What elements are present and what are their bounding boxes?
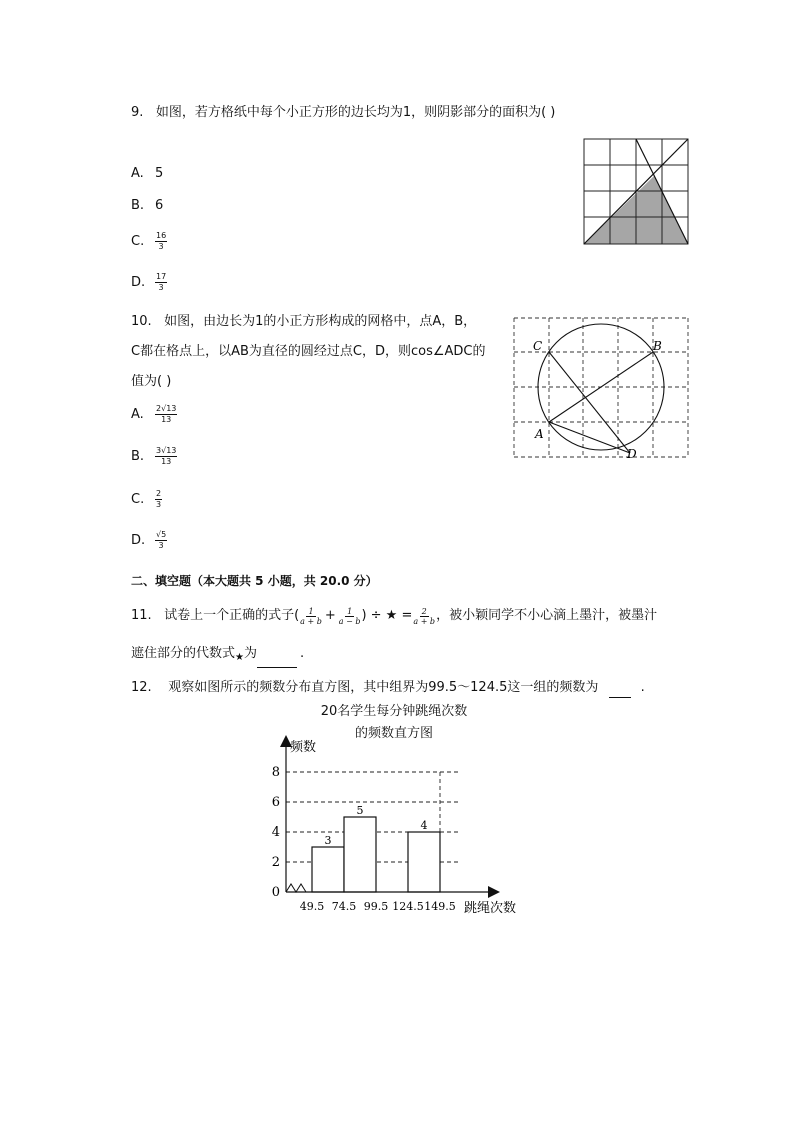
q12-answer-blank[interactable] bbox=[609, 683, 631, 698]
y-tick-label: 6 bbox=[271, 795, 280, 810]
fraction-numerator: √5 bbox=[156, 530, 167, 539]
q9-stem bbox=[131, 103, 555, 123]
q11-plus: + bbox=[324, 608, 336, 623]
q11-number: 11. bbox=[131, 608, 152, 623]
q9-grid-figure bbox=[583, 138, 689, 245]
x-tick-label: 74.5 bbox=[331, 900, 357, 913]
option-label: B. bbox=[131, 449, 145, 464]
histogram-bar bbox=[344, 817, 376, 892]
x-tick-label: 124.5 bbox=[392, 900, 424, 913]
q10-stem-line2 bbox=[131, 342, 486, 362]
fraction-numerator: 1 bbox=[347, 606, 353, 616]
q12-end: . bbox=[640, 680, 645, 695]
option-label: A. bbox=[131, 407, 144, 422]
x-tick-label: 49.5 bbox=[299, 900, 325, 913]
q11-line2-pre: 遮住部分的代数式 bbox=[131, 646, 236, 661]
q12-number: 12. bbox=[131, 680, 152, 695]
bar-value-label: 5 bbox=[356, 804, 364, 817]
q11-fraction-3 bbox=[413, 607, 435, 626]
fraction-numerator: 2 bbox=[421, 606, 427, 616]
y-tick-label: 4 bbox=[271, 825, 280, 840]
bar-value-label: 3 bbox=[324, 834, 332, 847]
y-tick-label: 2 bbox=[271, 855, 280, 870]
option-fraction bbox=[155, 231, 167, 252]
q9-number: 9. bbox=[131, 105, 144, 120]
fraction-numerator: 17 bbox=[156, 272, 167, 281]
q10-text-line2: C都在格点上，以AB为直径的圆经过点C，D，则cos∠ADC的 bbox=[131, 344, 486, 359]
x-tick-label: 149.5 bbox=[424, 900, 456, 913]
x-axis-title: 跳绳次数 bbox=[464, 901, 517, 916]
option-label: C. bbox=[131, 492, 145, 507]
chart-title: 20名学生每分钟跳绳次数 bbox=[320, 704, 468, 719]
q10-option-a[interactable] bbox=[131, 404, 177, 425]
fraction-denominator: 3 bbox=[158, 283, 164, 292]
fraction-numerator: 2 bbox=[156, 489, 162, 498]
histogram-chart bbox=[258, 735, 538, 920]
fraction-numerator: 16 bbox=[156, 231, 167, 240]
fraction-denominator: 3 bbox=[158, 242, 164, 251]
q11-fraction-2 bbox=[339, 607, 361, 626]
q11-text-pre: 试卷上一个正确的式子( bbox=[164, 608, 300, 623]
q9-option-a[interactable] bbox=[131, 166, 163, 181]
fraction-denominator: 3 bbox=[158, 541, 164, 550]
x-tick-label: 99.5 bbox=[363, 900, 389, 913]
q10-point-b: B bbox=[653, 339, 662, 353]
option-fraction bbox=[155, 489, 162, 510]
option-label: A. bbox=[131, 166, 144, 181]
q11-answer-blank[interactable] bbox=[257, 653, 297, 668]
fraction-denominator: 13 bbox=[161, 415, 172, 424]
fraction-numerator: 1 bbox=[308, 606, 314, 616]
q11-text-post: ，被小颖同学不小心滴上墨汁，被墨汁 bbox=[436, 608, 658, 623]
fraction-numerator: 3√13 bbox=[156, 446, 177, 455]
y-tick-label: 0 bbox=[271, 885, 280, 900]
option-value: 5 bbox=[155, 166, 164, 181]
q11-star-icon: ★ bbox=[235, 652, 244, 663]
q10-option-d[interactable] bbox=[131, 530, 167, 551]
q10-point-c: C bbox=[533, 339, 543, 353]
option-fraction bbox=[155, 446, 177, 467]
q9-text: 如图，若方格纸中每个小正方形的边长均为1，则阴影部分的面积为( ) bbox=[155, 105, 556, 120]
q11-stem-line2 bbox=[131, 644, 304, 668]
q11-text-mid: ) ÷ ★ = bbox=[361, 608, 413, 623]
fraction-denominator: a + b bbox=[300, 616, 322, 626]
option-label: D. bbox=[131, 275, 146, 290]
q10-stem-line1 bbox=[131, 312, 476, 332]
q11-end: . bbox=[300, 646, 305, 661]
bar-value-label: 4 bbox=[420, 819, 428, 832]
q9-option-b[interactable] bbox=[131, 198, 163, 213]
option-label: C. bbox=[131, 234, 145, 249]
fraction-denominator: a − b bbox=[338, 616, 361, 626]
q12-stem bbox=[131, 678, 645, 698]
q10-text-line1: 如图，由边长为1的小正方形构成的网格中，点A，B， bbox=[164, 314, 477, 329]
fraction-denominator: 3 bbox=[156, 500, 162, 509]
q9-option-c[interactable] bbox=[131, 231, 167, 252]
q10-stem-line3 bbox=[131, 372, 171, 392]
q10-number: 10. bbox=[131, 314, 152, 329]
fraction-numerator: 2√13 bbox=[156, 404, 177, 413]
option-fraction bbox=[155, 404, 177, 425]
histogram-bar bbox=[312, 847, 344, 892]
histogram-bar bbox=[408, 832, 440, 892]
y-tick-label: 8 bbox=[271, 765, 280, 780]
option-fraction bbox=[155, 530, 167, 551]
q10-circle-figure bbox=[510, 314, 692, 462]
q11-stem-line1 bbox=[131, 606, 657, 626]
fraction-denominator: 13 bbox=[161, 457, 172, 466]
option-label: B. bbox=[131, 198, 145, 213]
q9-option-d[interactable] bbox=[131, 272, 167, 293]
axis-break-symbol bbox=[286, 884, 312, 892]
section-heading: 二、填空题（本大题共 5 小题，共 20.0 分） bbox=[131, 574, 378, 588]
fraction-denominator: a + b bbox=[413, 616, 436, 626]
q10-point-a: A bbox=[535, 427, 544, 441]
q11-line2-post: 为 bbox=[243, 646, 257, 661]
q10-option-b[interactable] bbox=[131, 446, 177, 467]
q11-fraction-1 bbox=[300, 607, 322, 626]
option-value: 6 bbox=[155, 198, 164, 213]
y-axis-title: 频数 bbox=[290, 740, 317, 755]
q10-text-line3: 值为( ) bbox=[131, 374, 172, 389]
chart-tick-labels bbox=[272, 739, 516, 916]
option-fraction bbox=[155, 272, 167, 293]
q10-point-d: D bbox=[627, 447, 637, 461]
option-label: D. bbox=[131, 533, 146, 548]
q12-text: 观察如图所示的频数分布直方图，其中组界为99.5～124.5这一组的频数为 bbox=[168, 680, 599, 695]
chart-subtitle: 的频数直方图 bbox=[354, 726, 433, 741]
q10-option-c[interactable] bbox=[131, 489, 162, 510]
